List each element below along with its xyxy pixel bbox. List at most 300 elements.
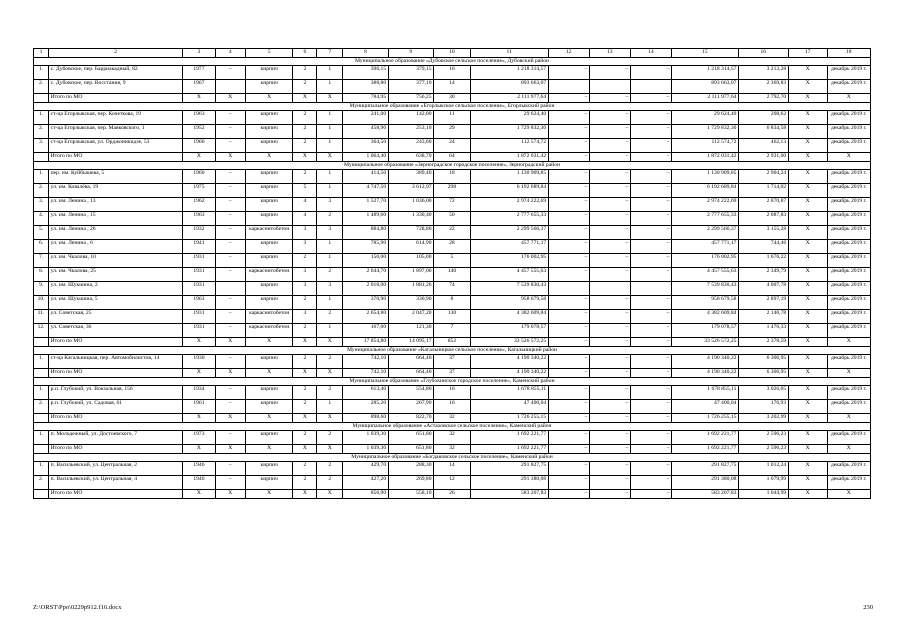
- table-cell: 4: [293, 212, 317, 226]
- table-cell: кирпич: [245, 476, 293, 490]
- table-cell: 1 729 832,30: [671, 125, 738, 139]
- table-cell: 2: [293, 139, 317, 153]
- table-cell: 613,40: [343, 386, 388, 400]
- table-cell: 4 382 609,84: [470, 310, 548, 324]
- table-cell: каркаснитобетон: [245, 226, 293, 240]
- table-cell: 1963: [183, 212, 215, 226]
- table-cell: 330,90: [388, 296, 433, 310]
- table-cell: 3.: [34, 139, 49, 153]
- table-cell: –: [589, 240, 630, 254]
- table-cell: 105,00: [388, 254, 433, 268]
- total-cell: 756,25: [388, 94, 433, 103]
- table-cell: 3: [293, 226, 317, 240]
- table-row: [34, 400, 871, 414]
- table-cell: 2: [293, 296, 317, 310]
- table-cell: декабрь 2019 г.: [827, 80, 870, 94]
- table-cell: 6 306,95: [738, 355, 788, 369]
- total-cell: –: [589, 445, 630, 454]
- table-cell: 267,90: [388, 400, 433, 414]
- table-cell: –: [215, 240, 245, 254]
- table-cell: 1931: [183, 310, 215, 324]
- table-cell: [589, 282, 630, 296]
- table-cell: 2 299 566,37: [671, 226, 738, 240]
- table-row: [34, 198, 871, 212]
- table-cell: 457 771,17: [470, 240, 548, 254]
- table-cell: –: [215, 431, 245, 445]
- total-cell: 32: [434, 445, 471, 454]
- table-cell: 1946: [183, 476, 215, 490]
- table-cell: декабрь 2019 г.: [827, 431, 870, 445]
- table-cell: 179 078,57: [470, 324, 548, 338]
- table-cell: 4 457 555,63: [470, 268, 548, 282]
- table-cell: 1: [317, 324, 343, 338]
- table-cell: –: [215, 324, 245, 338]
- total-cell: 3 202,99: [738, 414, 788, 423]
- total-cell: 17 854,80: [343, 338, 388, 347]
- total-cell: Х: [293, 153, 317, 162]
- table-cell: 4 747,50: [343, 184, 388, 198]
- table-row: [34, 240, 871, 254]
- total-cell: –: [630, 445, 671, 454]
- table-cell: –: [548, 170, 589, 184]
- table-cell: 2: [293, 125, 317, 139]
- total-row: [34, 94, 871, 103]
- total-cell: Х: [317, 338, 343, 347]
- column-number: 10: [434, 49, 471, 58]
- table-cell: 884,80: [343, 226, 388, 240]
- table-cell: 8: [434, 296, 471, 310]
- table-cell: 1 714,02: [738, 184, 788, 198]
- total-cell: 784,95: [343, 94, 388, 103]
- table-cell: –: [215, 462, 245, 476]
- table-cell: каркаснитобетон: [245, 268, 293, 282]
- table-cell: декабрь 2019 г.: [827, 125, 870, 139]
- table-cell: –: [589, 184, 630, 198]
- table-cell: –: [548, 400, 589, 414]
- table-cell: 1 079,99: [738, 476, 788, 490]
- table-cell: ст-ца Егорлыкская, пер. Кочеткова, 19: [49, 111, 183, 125]
- total-cell: 583 207,83: [470, 490, 548, 499]
- table-cell: –: [589, 296, 630, 310]
- table-cell: 253,10: [388, 125, 433, 139]
- table-cell: –: [630, 355, 671, 369]
- total-cell: 1 692 221,77: [470, 445, 548, 454]
- total-cell: 898,60: [343, 414, 388, 423]
- column-number: 8: [343, 49, 388, 58]
- total-cell: [34, 369, 49, 378]
- total-cell: 583 207,83: [671, 490, 738, 499]
- total-cell: 2 792,70: [738, 94, 788, 103]
- table-cell: 2 974 222,69: [671, 198, 738, 212]
- table-cell: 3: [293, 240, 317, 254]
- table-cell: 1934: [183, 386, 215, 400]
- table-cell: –: [548, 198, 589, 212]
- column-number: 13: [589, 49, 630, 58]
- table-cell: 1 692 221,77: [671, 431, 738, 445]
- table-cell: 298: [434, 184, 471, 198]
- document-page: [33, 48, 871, 499]
- table-cell: –: [215, 386, 245, 400]
- table-cell: –: [548, 111, 589, 125]
- table-cell: 1952: [183, 125, 215, 139]
- total-cell: Х: [245, 153, 293, 162]
- total-cell: –: [548, 414, 589, 423]
- total-cell: Х: [183, 338, 215, 347]
- table-cell: 6 192 689,84: [470, 184, 548, 198]
- table-cell: 2: [293, 400, 317, 414]
- table-row: [34, 139, 871, 153]
- table-cell: 2 087,83: [738, 212, 788, 226]
- total-cell: Итого по МО: [49, 338, 183, 347]
- table-cell: ул. им. Шукшина, 5: [49, 296, 183, 310]
- total-cell: [34, 490, 49, 499]
- table-cell: 1 897,00: [388, 268, 433, 282]
- table-cell: 1961: [183, 400, 215, 414]
- table-cell: 6 192 689,84: [671, 184, 738, 198]
- table-cell: каркаснитобетон: [245, 324, 293, 338]
- table-cell: кирпич: [245, 198, 293, 212]
- table-cell: 140: [434, 268, 471, 282]
- total-cell: 4 190 340,22: [470, 369, 548, 378]
- table-cell: Х: [788, 355, 827, 369]
- column-number: 2: [49, 49, 183, 58]
- table-cell: Х: [788, 386, 827, 400]
- table-cell: кирпич: [245, 240, 293, 254]
- table-cell: ст-ца Егорлыкская, ул. Орджоникидзе, 53: [49, 139, 183, 153]
- table-cell: с. Дубовское, пер. Восстания, 9: [49, 80, 183, 94]
- table-cell: декабрь 2019 г.: [827, 268, 870, 282]
- table-cell: декабрь 2019 г.: [827, 282, 870, 296]
- table-cell: –: [589, 111, 630, 125]
- table-cell: 1: [317, 139, 343, 153]
- total-cell: Х: [788, 490, 827, 499]
- table-cell: 2 369,83: [738, 80, 788, 94]
- table-cell: 414,50: [343, 170, 388, 184]
- table-cell: 2: [317, 476, 343, 490]
- table-cell: ул. им. Ленина , 13: [49, 198, 183, 212]
- section-header-row: [34, 103, 871, 111]
- table-cell: –: [548, 139, 589, 153]
- section-header-row: [34, 423, 871, 431]
- total-cell: –: [548, 153, 589, 162]
- table-cell: –: [630, 268, 671, 282]
- table-cell: кирпич: [245, 296, 293, 310]
- table-cell: 176 002,95: [671, 254, 738, 268]
- table-cell: –: [215, 476, 245, 490]
- table-cell: 429,70: [343, 462, 388, 476]
- column-number: 3: [183, 49, 215, 58]
- table-cell: –: [589, 254, 630, 268]
- total-cell: 2 111 977,64: [671, 94, 738, 103]
- table-cell: 24: [434, 139, 471, 153]
- table-cell: 1 130 909,85: [671, 170, 738, 184]
- table-cell: 11.: [34, 310, 49, 324]
- table-cell: –: [215, 400, 245, 414]
- table-row: [34, 324, 871, 338]
- table-cell: –: [630, 111, 671, 125]
- total-cell: –: [630, 414, 671, 423]
- table-cell: кирпич: [245, 80, 293, 94]
- file-path: Z:\ORST\Ppo\0229p912.f16.docx: [33, 604, 122, 611]
- table-cell: –: [589, 212, 630, 226]
- total-cell: Х: [293, 445, 317, 454]
- section-title: Муниципальное образование «Богдановское сельское поселение», Каменский район: [34, 454, 871, 462]
- table-cell: 29: [434, 125, 471, 139]
- table-cell: 6.: [34, 240, 49, 254]
- table-cell: –: [215, 212, 245, 226]
- table-cell: 1 489,60: [343, 212, 388, 226]
- total-cell: Х: [245, 369, 293, 378]
- table-cell: 3: [317, 198, 343, 212]
- total-cell: Итого по МО: [49, 445, 183, 454]
- table-cell: 2 047,20: [388, 310, 433, 324]
- table-cell: 1962: [183, 198, 215, 212]
- table-cell: 1: [317, 400, 343, 414]
- table-cell: Х: [788, 170, 827, 184]
- total-cell: Х: [245, 490, 293, 499]
- total-cell: 558,10: [388, 490, 433, 499]
- table-row: [34, 296, 871, 310]
- column-number: 4: [215, 49, 245, 58]
- total-cell: –: [630, 153, 671, 162]
- table-cell: Х: [788, 80, 827, 94]
- table-cell: п. Васильевский, ул. Центральная, 4: [49, 476, 183, 490]
- table-cell: –: [215, 184, 245, 198]
- table-cell: кирпич: [245, 431, 293, 445]
- table-cell: Х: [788, 66, 827, 80]
- table-cell: 16: [434, 386, 471, 400]
- table-cell: кирпич: [245, 355, 293, 369]
- total-cell: Х: [215, 369, 245, 378]
- table-cell: –: [630, 66, 671, 80]
- table-cell: –: [215, 170, 245, 184]
- table-cell: –: [215, 254, 245, 268]
- total-cell: –: [589, 94, 630, 103]
- table-cell: пер. им. Куйбышева, 5: [49, 170, 183, 184]
- section-title: Муниципальное образование «Дубовское сельское поселение», Дубовский район: [34, 58, 871, 66]
- total-cell: Х: [827, 369, 870, 378]
- total-cell: –: [548, 490, 589, 499]
- total-cell: Х: [215, 338, 245, 347]
- table-cell: –: [630, 254, 671, 268]
- table-cell: кирпич: [245, 170, 293, 184]
- total-cell: Х: [317, 369, 343, 378]
- table-cell: 614,90: [388, 240, 433, 254]
- table-cell: ул. им. Чкалова, 25: [49, 268, 183, 282]
- table-cell: –: [215, 355, 245, 369]
- table-cell: Х: [788, 296, 827, 310]
- table-cell: ул. им. Шукшина, 2: [49, 282, 183, 296]
- table-cell: 364,50: [343, 139, 388, 153]
- total-cell: Итого по МО: [49, 94, 183, 103]
- table-cell: 893 663,07: [671, 80, 738, 94]
- table-cell: 150,00: [343, 254, 388, 268]
- table-cell: 1 881,26: [388, 282, 433, 296]
- column-number: 12: [548, 49, 589, 58]
- table-cell: –: [548, 310, 589, 324]
- table-cell: 1 527,70: [343, 198, 388, 212]
- table-cell: ул. Советская, 36: [49, 324, 183, 338]
- table-cell: 2 596,23: [738, 431, 788, 445]
- table-cell: –: [630, 139, 671, 153]
- table-cell: 664,40: [388, 355, 433, 369]
- table-row: [34, 212, 871, 226]
- table-cell: ст-ца Кагальницкая, пер. Автомобилистов, 14: [49, 355, 183, 369]
- table-cell: 2 654,80: [343, 310, 388, 324]
- total-cell: 2 931,00: [738, 153, 788, 162]
- table-cell: 651,80: [388, 431, 433, 445]
- table-row: [34, 476, 871, 490]
- table-cell: 427,20: [343, 476, 388, 490]
- table-cell: 1 676,22: [738, 254, 788, 268]
- table-cell: декабрь 2019 г.: [827, 310, 870, 324]
- table-cell: 7 539 830,43: [671, 282, 738, 296]
- section-title: Муниципальное образование «Егорлыкское сельское поселение», Егорлыкский район: [34, 103, 871, 111]
- table-cell: кирпич: [245, 462, 293, 476]
- total-cell: –: [548, 338, 589, 347]
- total-cell: 14 095,17: [388, 338, 433, 347]
- total-cell: Х: [183, 153, 215, 162]
- total-cell: Х: [293, 369, 317, 378]
- table-cell: –: [589, 125, 630, 139]
- table-cell: декабрь 2019 г.: [827, 324, 870, 338]
- table-cell: 16: [434, 400, 471, 414]
- table-cell: ул. им. Ковалёва, 19: [49, 184, 183, 198]
- total-cell: 2 378,59: [738, 338, 788, 347]
- table-cell: 1 130 909,85: [470, 170, 548, 184]
- table-cell: –: [630, 212, 671, 226]
- total-cell: Х: [317, 94, 343, 103]
- table-cell: 3 612,97: [388, 184, 433, 198]
- table-cell: 2.: [34, 400, 49, 414]
- table-cell: 2 140,78: [738, 310, 788, 324]
- table-row: [34, 66, 871, 80]
- total-cell: –: [589, 338, 630, 347]
- table-cell: [630, 80, 671, 94]
- table-cell: 3: [293, 282, 317, 296]
- table-cell: 2: [293, 170, 317, 184]
- table-cell: декабрь 2019 г.: [827, 226, 870, 240]
- table-cell: 2.: [34, 80, 49, 94]
- table-cell: –: [215, 310, 245, 324]
- table-cell: –: [215, 296, 245, 310]
- total-cell: Х: [245, 338, 293, 347]
- table-cell: [215, 282, 245, 296]
- table-cell: 18: [434, 170, 471, 184]
- table-cell: кирпич: [245, 184, 293, 198]
- column-number: 7: [317, 49, 343, 58]
- table-row: [34, 355, 871, 369]
- table-cell: 1960: [183, 170, 215, 184]
- table-cell: –: [630, 400, 671, 414]
- total-cell: 1 872 031,42: [470, 153, 548, 162]
- table-cell: Х: [788, 184, 827, 198]
- table-cell: декабрь 2019 г.: [827, 66, 870, 80]
- table-cell: р.п. Глубокий, ул. Вокзальная, 156: [49, 386, 183, 400]
- table-cell: 4 190 340,22: [470, 355, 548, 369]
- table-cell: –: [589, 431, 630, 445]
- table-cell: 8.: [34, 268, 49, 282]
- column-number: 9: [388, 49, 433, 58]
- table-cell: 5: [434, 254, 471, 268]
- total-cell: Х: [215, 490, 245, 499]
- total-cell: 1 692 221,77: [671, 445, 738, 454]
- total-cell: 37: [434, 369, 471, 378]
- table-cell: 29 624,40: [470, 111, 548, 125]
- total-cell: Х: [788, 369, 827, 378]
- table-cell: –: [548, 226, 589, 240]
- table-cell: 370,90: [343, 296, 388, 310]
- section-title: Муниципальное образование «Глубокинское городское поселение», Каменский район: [34, 378, 871, 386]
- table-cell: 1932: [183, 226, 215, 240]
- table-cell: 958 679,58: [671, 296, 738, 310]
- table-cell: 2 974 222,69: [470, 198, 548, 212]
- table-cell: 2: [317, 431, 343, 445]
- total-cell: 856,90: [343, 490, 388, 499]
- table-cell: с. Дубовское, пер. Барриакадный, 82: [49, 66, 183, 80]
- table-cell: 1: [317, 125, 343, 139]
- table-cell: 2.: [34, 184, 49, 198]
- column-number: 18: [827, 49, 870, 58]
- table-cell: 3: [317, 282, 343, 296]
- table-cell: –: [589, 386, 630, 400]
- table-cell: –: [548, 355, 589, 369]
- table-cell: 728,80: [388, 226, 433, 240]
- table-cell: 3 026,05: [738, 386, 788, 400]
- table-row: [34, 80, 871, 94]
- table-cell: 288,30: [388, 462, 433, 476]
- total-row: [34, 490, 871, 499]
- table-cell: 1 692 221,77: [470, 431, 548, 445]
- housing-register-table: [33, 48, 871, 499]
- table-cell: –: [215, 268, 245, 282]
- table-cell: 7.: [34, 254, 49, 268]
- total-cell: Х: [827, 445, 870, 454]
- table-cell: декабрь 2019 г.: [827, 355, 870, 369]
- total-cell: 2 111 977,64: [470, 94, 548, 103]
- table-cell: 2 644,70: [343, 268, 388, 282]
- table-cell: декабрь 2019 г.: [827, 462, 870, 476]
- total-cell: Х: [788, 445, 827, 454]
- table-cell: Х: [788, 226, 827, 240]
- total-cell: –: [548, 445, 589, 454]
- total-cell: –: [548, 369, 589, 378]
- total-cell: Х: [788, 414, 827, 423]
- table-cell: –: [630, 324, 671, 338]
- table-cell: 389,40: [388, 170, 433, 184]
- table-cell: ст-ца Егорлыкская, пер. Маяковского, 1: [49, 125, 183, 139]
- table-cell: Х: [788, 198, 827, 212]
- table-cell: 742,10: [343, 355, 388, 369]
- table-cell: кирпич: [245, 125, 293, 139]
- table-cell: –: [548, 268, 589, 282]
- table-cell: 7: [434, 324, 471, 338]
- table-cell: 74: [434, 282, 471, 296]
- table-cell: 958 679,58: [470, 296, 548, 310]
- table-cell: –: [630, 226, 671, 240]
- table-cell: 1: [317, 111, 343, 125]
- table-cell: –: [548, 462, 589, 476]
- total-cell: 852: [434, 338, 471, 347]
- table-cell: 37: [434, 355, 471, 369]
- total-cell: Х: [788, 153, 827, 162]
- table-cell: каркаснитобетон: [245, 310, 293, 324]
- table-cell: –: [589, 139, 630, 153]
- table-cell: 2 897,19: [738, 296, 788, 310]
- section-title: Муниципальное образование «Кагальницкое сельское поселение», Кагальницкий район: [34, 347, 871, 355]
- total-cell: Х: [183, 445, 215, 454]
- section-header-row: [34, 162, 871, 170]
